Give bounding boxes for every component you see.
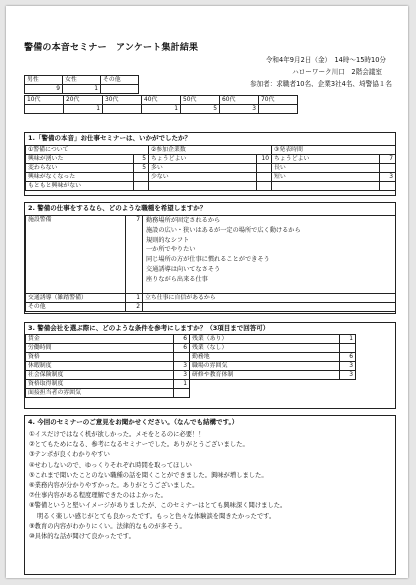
- q1-count: [380, 182, 396, 191]
- gender-value-other: [101, 85, 139, 94]
- q4-comment: ⑦仕事内容がある程度理解できたのはよかった。: [29, 492, 167, 500]
- q2-reason: 座りながら出来る仕事: [146, 275, 208, 283]
- q2-count-facility: 7: [126, 216, 143, 294]
- q2-reason: 規則的なシフト: [146, 236, 190, 244]
- gender-table: [24, 75, 139, 94]
- event-venue: ハローワーク川口 2階会議室: [292, 68, 382, 76]
- q3-row: [26, 380, 356, 389]
- q1-row: [26, 164, 396, 173]
- gender-header-female: 女性: [63, 76, 101, 85]
- gender-header-row: [25, 76, 139, 85]
- age-table: [24, 95, 298, 114]
- q4-comment: ⑨教育の内容がわかりにくい。法律的なものが多そう。: [29, 522, 186, 530]
- q3-row: [26, 389, 356, 398]
- q3-row: [26, 344, 356, 353]
- q2-reason-other: [143, 303, 396, 312]
- q1-count: 5: [134, 164, 149, 173]
- q3-count: [340, 344, 356, 353]
- q1-table: [25, 145, 396, 191]
- q1-count: [380, 164, 396, 173]
- q2-reasons-facility: [143, 216, 396, 294]
- q1-count: 3: [380, 173, 396, 182]
- q2-table: [25, 215, 396, 312]
- q1-count: 7: [380, 155, 396, 164]
- q3-empty: [190, 380, 340, 389]
- q2-reason-traffic: 立ち仕事に自信があるから: [143, 294, 396, 303]
- q2-heading: 2. 警備の仕事をするなら、どのような職種を希望しますか？: [28, 204, 207, 212]
- q4-comments: [25, 428, 395, 544]
- q1-option: ちょうどよい: [272, 155, 380, 164]
- q1-option: [272, 182, 380, 191]
- q1-option: [149, 182, 257, 191]
- q2-reason: 一か所でやりたい: [146, 246, 196, 254]
- q4-comment: ⑩具体的な話が聞けて良かったです。: [29, 533, 135, 541]
- q4-section: [24, 415, 396, 575]
- q3-count: 1: [340, 335, 356, 344]
- q2-row-other: [26, 303, 396, 312]
- q2-section: [24, 202, 396, 314]
- q3-count: 6: [174, 335, 190, 344]
- q3-option: 休暇制度: [26, 362, 174, 371]
- q3-option: 労働時間: [26, 344, 174, 353]
- q1-option: 短い: [272, 173, 380, 182]
- q3-row: [26, 371, 356, 380]
- participants-summary: 参加者：求職者10名、企業3社4名、埼警協１名: [249, 80, 392, 88]
- q3-option: 資格取得制度: [26, 380, 174, 389]
- q2-reason: 施設の広い・狭いはあるが一定の場所で広く動けるから: [146, 226, 301, 234]
- q4-comment: ⑤これまで聞いたことのない職種の話を聞くことができました。興味が増しました。: [29, 471, 268, 479]
- q3-count: 3: [174, 371, 190, 380]
- q3-table: [25, 334, 356, 398]
- q4-comment: ⑧警備というと堅いイメージがありましたが、このセミナーはとても興味深く聞けました。: [29, 502, 287, 510]
- q3-count: [174, 389, 190, 398]
- q2-row-traffic: [26, 294, 396, 303]
- q3-count: 3: [340, 371, 356, 380]
- q2-reason: 勤務場所が固定されるから: [146, 217, 221, 224]
- gender-header-male: 男性: [25, 76, 63, 85]
- gender-value-male: 9: [25, 85, 63, 94]
- age-value: 1: [64, 105, 103, 114]
- q1-option: 少ない: [149, 173, 257, 182]
- age-header: 40代: [142, 96, 181, 105]
- q3-count: 3: [174, 362, 190, 371]
- q1-section: [24, 132, 396, 196]
- q1-count: 5: [134, 155, 149, 164]
- q3-option: 勤務地: [190, 353, 340, 362]
- q3-row: [26, 335, 356, 344]
- age-header: 10代: [25, 96, 64, 105]
- q2-option-other: その他: [26, 303, 126, 312]
- q2-count-traffic: 1: [126, 294, 143, 303]
- q1-count: [257, 164, 272, 173]
- q3-count: 3: [340, 362, 356, 371]
- age-value: [103, 105, 142, 114]
- q3-option: 研修や教育体制: [190, 371, 340, 380]
- gender-value-row: [25, 85, 139, 94]
- q1-option: 興味がなくなった: [26, 173, 134, 182]
- q1-option: 興味が湧いた: [26, 155, 134, 164]
- q4-comment: ③テンポが良くわかりやすい: [29, 451, 110, 459]
- q3-count: [174, 353, 190, 362]
- q1-count: [257, 173, 272, 182]
- q3-option: 職場の雰囲気: [190, 362, 340, 371]
- q4-comment-continued: 明るく楽しい感じがとても良かったです。もっと色々な体験談を聞きたかったです。: [37, 512, 276, 520]
- q2-reason: 同じ場所の方が仕事に慣れることができそう: [146, 256, 270, 264]
- q1-option: 多い: [149, 164, 257, 173]
- q3-empty: [340, 389, 356, 398]
- q2-reason: 交通誘導は向いてなさそう: [146, 265, 221, 273]
- q2-row-facility: [26, 216, 396, 294]
- q2-option-facility: 施設警備: [26, 216, 126, 294]
- q1-row: [26, 182, 396, 191]
- q3-count: 6: [340, 353, 356, 362]
- q3-section: [24, 322, 396, 409]
- q1-col-companies: ②参加企業数: [149, 146, 272, 155]
- age-value: 5: [181, 105, 220, 114]
- q3-empty: [190, 389, 340, 398]
- q3-count: 6: [174, 344, 190, 353]
- q3-option: 社会保険制度: [26, 371, 174, 380]
- q1-option: 変わらない: [26, 164, 134, 173]
- q4-comment: ⑥業務内容が分かりやすかった。ありがとうございました。: [29, 482, 199, 490]
- q4-comment: ①イスだけではなく机が欲しかった。メモをとるのに必要！！: [29, 431, 205, 438]
- q1-count: [257, 182, 272, 191]
- q3-option: 残業（なし）: [190, 344, 340, 353]
- q1-row: [26, 173, 396, 182]
- q1-col-time: ③発表時間: [272, 146, 396, 155]
- age-header: 30代: [103, 96, 142, 105]
- age-value: 3: [220, 105, 259, 114]
- age-header: 50代: [181, 96, 220, 105]
- age-header: 70代: [259, 96, 298, 105]
- q4-heading: 4. 今回のセミナーのご意見をお聞かせください。（なんでも結構です。）: [28, 418, 239, 426]
- age-value-row: [25, 105, 298, 114]
- q1-col-security: ①警備について: [26, 146, 149, 155]
- q2-option-traffic: 交通誘導（雑踏警備）: [26, 294, 126, 303]
- age-value: [25, 105, 64, 114]
- gender-value-female: 1: [63, 85, 101, 94]
- age-value: [259, 105, 298, 114]
- q1-count: [134, 182, 149, 191]
- survey-page: [6, 6, 408, 578]
- event-date: 令和4年9月2日（金） 14時～15時10分: [265, 56, 386, 64]
- q3-row: [26, 353, 356, 362]
- q3-option: 面接担当者の雰囲気: [26, 389, 174, 398]
- page-title: 警備の本音セミナー アンケート集計結果: [24, 43, 199, 53]
- gender-header-other: その他: [101, 76, 139, 85]
- q1-row: [26, 155, 396, 164]
- q1-count: 10: [257, 155, 272, 164]
- q2-count-other: 2: [126, 303, 143, 312]
- q3-option: 賃金: [26, 335, 174, 344]
- q1-option: 長い: [272, 164, 380, 173]
- age-value: 1: [142, 105, 181, 114]
- age-header: 60代: [220, 96, 259, 105]
- age-header-row: [25, 96, 298, 105]
- q1-heading: 1.「警備の本音」お仕事セミナーは、いかがでしたか？: [28, 134, 191, 142]
- q3-option: 残業（あり）: [190, 335, 340, 344]
- q4-comment: ②とてもためになる、参考になるセミナーでした。ありがとうございました。: [29, 441, 249, 449]
- q1-option: もともと興味がない: [26, 182, 134, 191]
- q1-count: [134, 173, 149, 182]
- q3-empty: [340, 380, 356, 389]
- q3-heading: 3. 警備会社を選ぶ際に、どのような条件を参考にしますか？（3項目まで回答可）: [28, 324, 270, 332]
- q1-option: ちょうどよい: [149, 155, 257, 164]
- q3-option: 資格: [26, 353, 174, 362]
- q3-row: [26, 362, 356, 371]
- q3-count: 1: [174, 380, 190, 389]
- q4-comment: ④せわしないので、ゆっくりそれぞれ時間を取ってほしい: [29, 461, 192, 469]
- q1-column-headers: [26, 146, 396, 155]
- age-header: 20代: [64, 96, 103, 105]
